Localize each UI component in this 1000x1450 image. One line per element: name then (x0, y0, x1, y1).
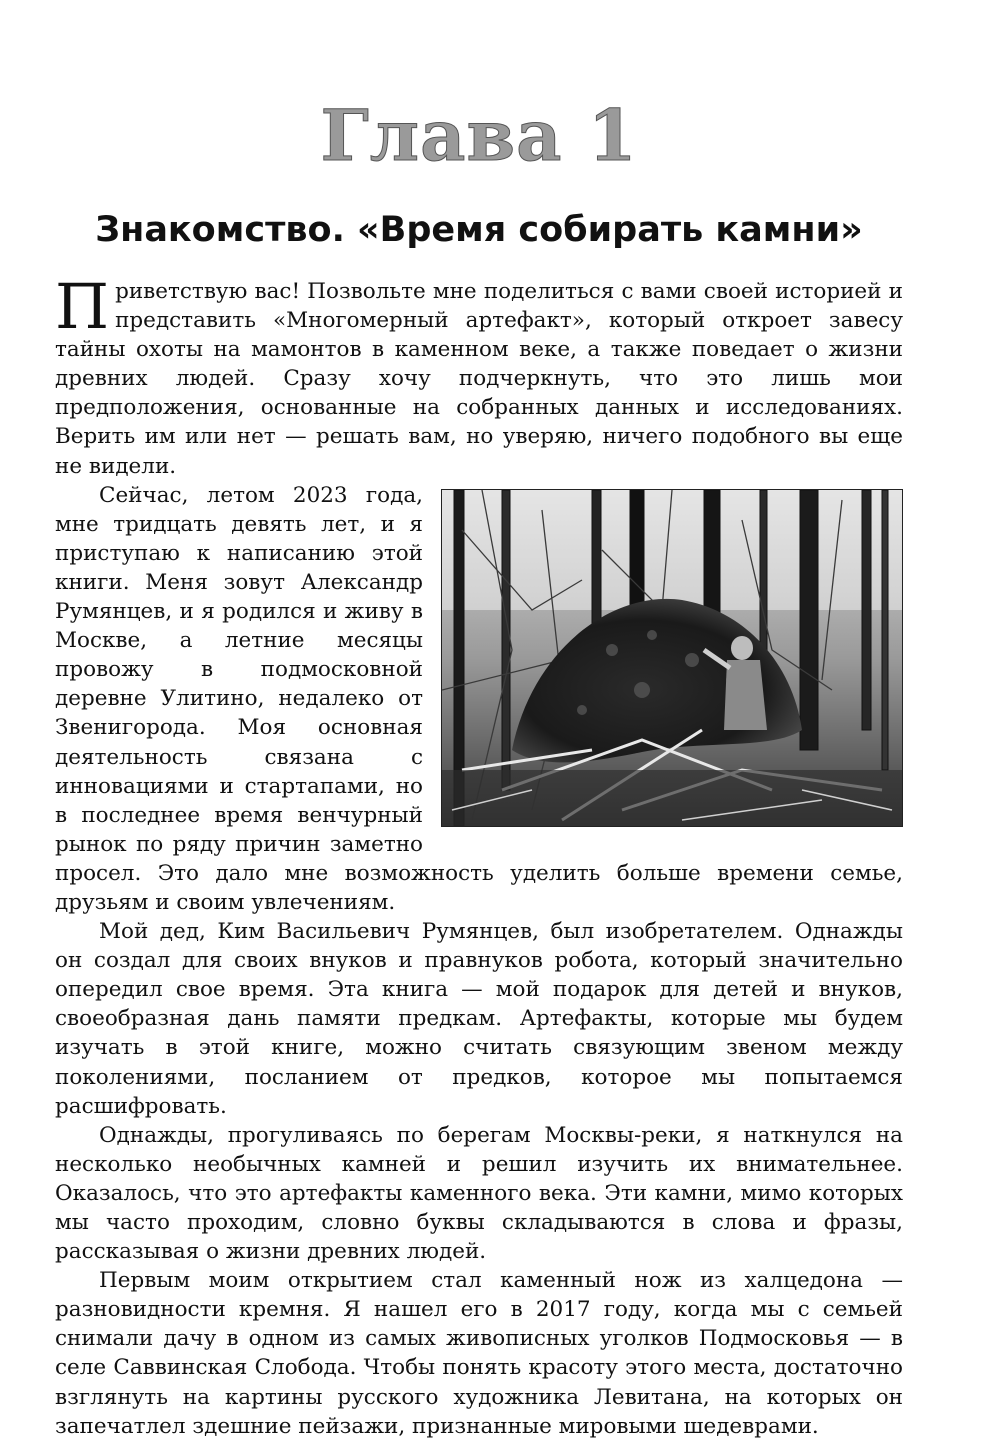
paragraph-4: Однажды, прогуливаясь по берегам Москвы-реки, я наткнулся на несколько необычных камней и решил изучить их внимательнее. Оказалось, что это артефакты каменного века. Эти камни, мимо которых мы часто проходим, словно буквы складываются в слова и фразы, рассказывая о жизни древних людей. (55, 1122, 903, 1265)
paragraph-text: риветствую вас! Позвольте мне поделиться с вами своей историей и представить «Многомерный артефакт», который откроет завесу тайны охоты на мамонтов в каменном веке, а также поведает о жизни древних людей. Сразу хочу подчеркнуть, что это лишь мои предположения, основанные на собранных данных и исследованиях. Верить им или нет — решать вам, но уверяю, ничего подобного вы еще не видели. (55, 279, 903, 479)
forest-photo-image (442, 490, 902, 826)
paragraph-5: Первым моим открытием стал каменный нож из халцедона — разновидности кремня. Я нашел его в 2017 году, когда мы с семьей снимали дачу в одном из самых живописных уголков Подмосковья — в селе Саввинская Слобода. Чтобы понять красоту этого места, достаточно взглянуть на картины русского художника Левитана, на которых он запечатлел здешние пейзажи, признанные мировыми шедеврами. (55, 1268, 903, 1439)
paragraph-2: Сейчас, летом 2023 года, мне тридцать девять лет, и я приступаю к написанию этой книги. Меня зовут Александр Румянцев, и я родился и живу в Москве, а летние месяцы провожу в подмосковной деревне Улитино, недалеко от Звенигорода. Моя основная деятельность связана с инновациями и стартапами, но в последнее время венчурный рынок по ряду причин заметно просел. Это дало мне возможность уделить больше времени семье, друзьям и своим увлечениям. (55, 482, 903, 915)
paragraph-1 (55, 270, 903, 481)
paragraph-3: Мой дед, Ким Васильевич Румянцев, был изобретателем. Однажды он создал для своих внуков и правнуков робота, который значительно опередил свое время. Эта книга — мой подарок для детей и внуков, своеобразная дань памяти предкам. Артефакты, которые мы будем изучать в этой книге, можно считать связующим звеном между поколениями, посланием от предков, которое мы попытаемся расшифровать. (55, 919, 903, 1119)
chapter-title: Глава 1 (320, 94, 638, 177)
drop-cap: П (55, 270, 110, 343)
body-text (55, 270, 903, 1441)
forest-photo (441, 489, 903, 827)
section-title: Знакомство. «Время собирать камни» (95, 210, 863, 250)
